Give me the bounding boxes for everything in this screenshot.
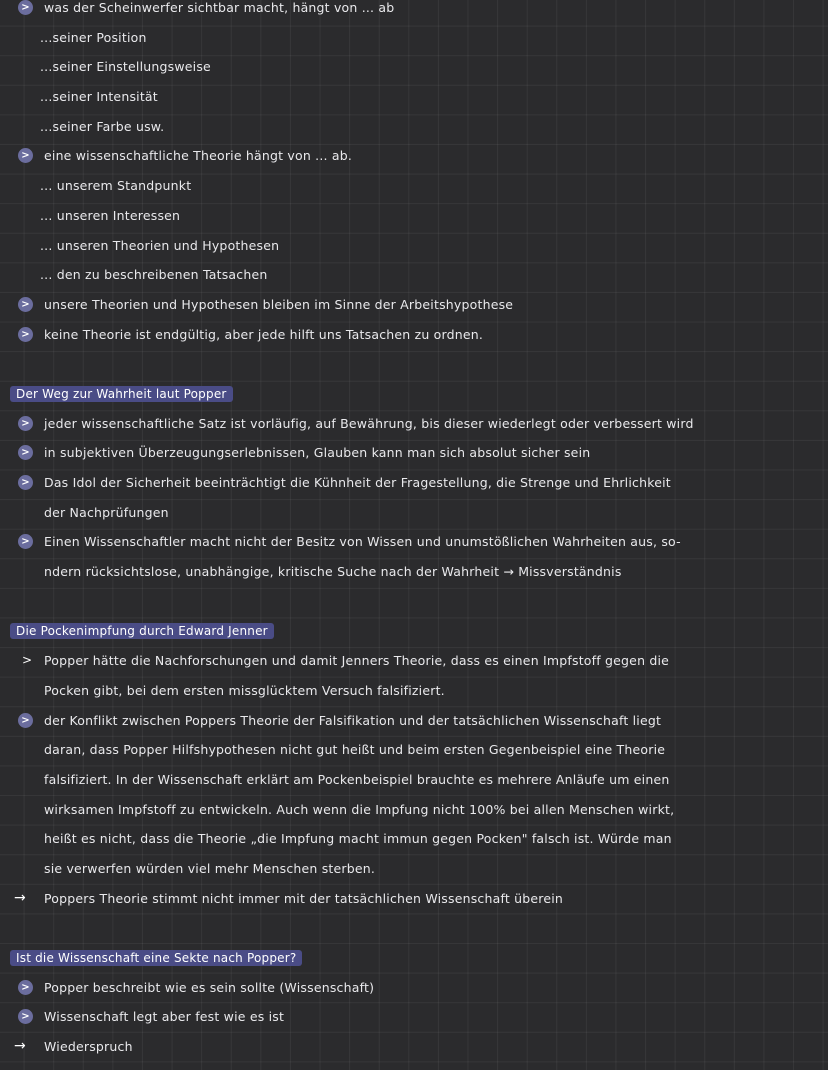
chevron-right-icon: >: [18, 713, 33, 728]
note-text: Pocken gibt, bei dem ersten missglücktem Versuch falsifiziert.: [44, 682, 445, 698]
chevron-right-icon: >: [18, 416, 33, 431]
note-line: [0, 290, 828, 320]
note-line: [0, 112, 828, 142]
chevron-right-icon: >: [18, 1009, 33, 1024]
arrow-right-icon: →: [14, 1038, 26, 1055]
note-line: [0, 438, 828, 468]
note-line: [0, 527, 828, 557]
note-text: Popper beschreibt wie es sein sollte (Wissenschaft): [44, 979, 375, 995]
note-text: wirksamen Impfstoff zu entwickeln. Auch wenn die Impfung nicht 100% bei allen Menschen wirkt,: [44, 801, 675, 817]
note-text: heißt es nicht, dass die Theorie „die Impfung macht immun gegen Pocken" falsch ist. Würde man: [44, 831, 672, 847]
note-line: [0, 973, 828, 1003]
note-line: [0, 557, 828, 587]
chevron-right-icon: >: [18, 980, 33, 995]
chevron-right-icon: >: [18, 475, 33, 490]
section-heading: Der Weg zur Wahrheit laut Popper: [10, 386, 233, 402]
note-line: [0, 171, 828, 201]
note-line: [0, 824, 828, 854]
note-line: [0, 82, 828, 112]
chevron-right-icon: >: [22, 653, 33, 668]
section-heading: Ist die Wissenschaft eine Sekte nach Popper?: [10, 950, 302, 966]
note-text: was der Scheinwerfer sichtbar macht, hängt von ... ab: [44, 0, 395, 15]
note-line: [0, 795, 828, 825]
note-text: jeder wissenschaftliche Satz ist vorläufig, auf Bewährung, bis dieser wiederlegt oder verbessert wird: [44, 415, 694, 431]
note-line: [0, 468, 828, 498]
note-line: [0, 735, 828, 765]
note-text: eine wissenschaftliche Theorie hängt von ... ab.: [44, 148, 353, 164]
note-text: ... den zu beschreibenen Tatsachen: [40, 267, 268, 283]
note-line: [0, 1032, 828, 1062]
note-line: [0, 676, 828, 706]
note-text: der Nachprüfungen: [44, 504, 169, 520]
note-text: der Konflikt zwischen Poppers Theorie der Falsifikation und der tatsächlichen Wissenschaft liegt: [44, 712, 662, 728]
note-text: ... unseren Theorien und Hypothesen: [40, 237, 280, 253]
note-text: ...seiner Position: [40, 29, 147, 45]
note-line: [0, 884, 828, 914]
note-line: [0, 0, 828, 23]
note-line: [0, 706, 828, 736]
note-line: [0, 231, 828, 261]
spacer: [0, 349, 828, 379]
note-line: [0, 260, 828, 290]
section-heading-row: [0, 379, 828, 409]
note-text: in subjektiven Überzeugungserlebnissen, Glauben kann man sich absolut sicher sein: [44, 445, 591, 461]
note-text: ...seiner Einstellungsweise: [40, 59, 211, 75]
note-text: ... unseren Interessen: [40, 207, 181, 223]
chevron-right-icon: >: [18, 148, 33, 163]
note-line: [0, 646, 828, 676]
note-text: ...seiner Intensität: [40, 89, 158, 105]
note-line: [0, 498, 828, 528]
note-text: unsere Theorien und Hypothesen bleiben im Sinne der Arbeitshypothese: [44, 296, 514, 312]
spacer: [0, 913, 828, 943]
chevron-right-icon: >: [18, 297, 33, 312]
note-line: [0, 23, 828, 53]
note-text: Wissenschaft legt aber fest wie es ist: [44, 1009, 285, 1025]
note-text: falsifiziert. In der Wissenschaft erklärt am Pockenbeispiel brauchte es mehrere Anläufe um einen: [44, 771, 670, 787]
note-line: [0, 52, 828, 82]
section-heading-row: [0, 616, 828, 646]
note-line: [0, 141, 828, 171]
note-line: [0, 409, 828, 439]
note-text: keine Theorie ist endgültig, aber jede hilft uns Tatsachen zu ordnen.: [44, 326, 484, 342]
note-line: [0, 854, 828, 884]
note-line: [0, 201, 828, 231]
note-text: Einen Wissenschaftler macht nicht der Besitz von Wissen und unumstößlichen Wahrheiten aus, so-: [44, 534, 681, 550]
chevron-right-icon: >: [18, 327, 33, 342]
section-heading: Die Pockenimpfung durch Edward Jenner: [10, 623, 274, 639]
chevron-right-icon: >: [18, 534, 33, 549]
spacer: [0, 587, 828, 617]
arrow-right-icon: →: [14, 889, 26, 906]
section-heading-row: [0, 943, 828, 973]
note-text: ... unserem Standpunkt: [40, 178, 192, 194]
chevron-right-icon: >: [18, 0, 33, 15]
note-line: [0, 1002, 828, 1032]
chevron-right-icon: >: [18, 445, 33, 460]
note-text: sie verwerfen würden viel mehr Menschen sterben.: [44, 860, 376, 876]
note-text: daran, dass Popper Hilfshypothesen nicht gut heißt und beim ersten Gegenbeispiel eine Theorie: [44, 742, 666, 758]
note-line: [0, 320, 828, 350]
note-text: ndern rücksichtslose, unabhängige, kritische Suche nach der Wahrheit → Missverständnis: [44, 564, 622, 580]
note-text: Popper hätte die Nachforschungen und damit Jenners Theorie, dass es einen Impfstoff gegen die: [44, 653, 670, 669]
note-text: Wiederspruch: [44, 1039, 133, 1055]
note-text: Poppers Theorie stimmt nicht immer mit der tatsächlichen Wissenschaft überein: [44, 890, 564, 906]
note-line: [0, 765, 828, 795]
note-text: Das Idol der Sicherheit beeinträchtigt die Kühnheit der Fragestellung, die Strenge und Ehrlichkeit: [44, 475, 671, 490]
note-text: ...seiner Farbe usw.: [40, 118, 165, 134]
